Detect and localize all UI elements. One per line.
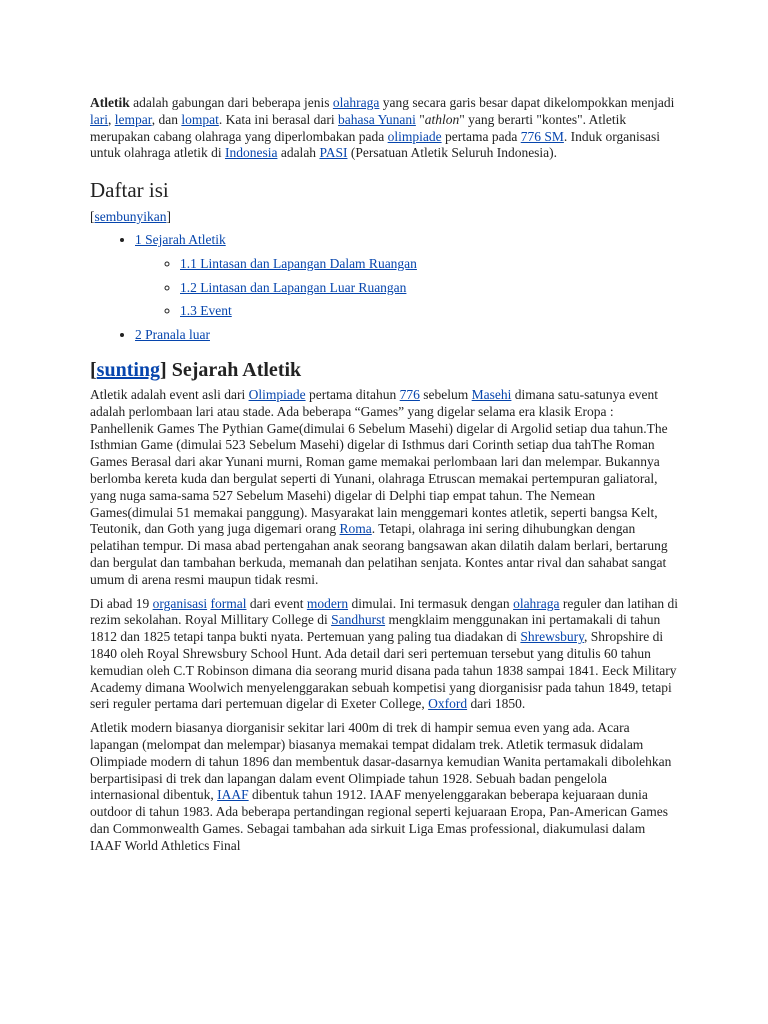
history-paragraph-2: [90, 596, 678, 714]
inline-link[interactable]: olahraga: [332, 95, 380, 110]
text-run: Di abad 19: [90, 595, 153, 611]
toc-toggle-close-bracket: ]: [166, 209, 171, 225]
text-run: dimana satu-satunya event adalah perlombaan lari atau stade. Ada beberapa “Games” yang digelar selama era klasik Eropa : Panhellenik Games The Pythian Game(dimulai 6 Sebelum Masehi) digelar di Argolid setiap dua tahun.The Isthmian Game (dimulai 523 Sebelum Masehi) digelar di Isthmus dari Corinth setiap dua tahThe Roman Games Berasal dari akar Yunani murni, Roman game memakai perlombaan lari dan melempar. Bukannya berlomba kereta kuda dan bergulat seperti di Yunani, olahraga Etruscan memakai pertempuran galiatoral, yang nuga sama-sama 527 Sebelum Masehi) digelar di Delphi tiap empat tahun. The Nemean Games(dimulai 51 memakai panggung). Masyarakat lain menggemari kontes atletik, seperti bangsa Kelt, Teutonik, dan Goth yang juga digemari orang: [90, 386, 668, 537]
toc-subitem: [180, 303, 678, 320]
inline-link[interactable]: Oxford: [428, 696, 468, 712]
text-run: . Induk organisasi untuk olahraga atletik di: [90, 128, 660, 161]
text-run: sebelum: [419, 386, 472, 402]
inline-link[interactable]: olimpiade: [387, 128, 442, 144]
toc-title: Daftar isi: [90, 178, 169, 203]
edit-close-bracket: ]: [160, 358, 167, 381]
toc-item: [135, 232, 678, 320]
inline-link[interactable]: formal: [210, 595, 247, 611]
inline-link[interactable]: Indonesia: [224, 145, 278, 161]
inline-link[interactable]: organisasi: [152, 595, 208, 611]
text-run: dimulai. Ini termasuk dengan: [348, 595, 514, 611]
toc-link-pranala-luar[interactable]: 2 Pranala luar: [135, 327, 210, 343]
inline-link[interactable]: bahasa Yunani: [338, 111, 416, 127]
text-run: , Shropshire di 1840 oleh Royal Shrewsbury School Hunt. Ada detail dari seri pertemuan tersebut yang ditulis 60 tahun kemudian oleh C.T Robinson dimana dia seorang murid disana pada tahun 1838 sampai 1841. Eeck Military Academy dimana Woolwich menyelenggarakan sebuah kompetisi yang diorganisisr pada tahun 1849, tetapi seri reguler pertama dari pertemuan digelar di Exeter College,: [90, 629, 677, 712]
inline-link[interactable]: IAAF: [217, 787, 249, 803]
inline-link[interactable]: modern: [306, 595, 349, 611]
inline-link[interactable]: Masehi: [471, 386, 512, 402]
text-run: ,: [108, 111, 115, 127]
inline-link[interactable]: olahraga: [513, 595, 560, 611]
text-run: dari 1850.: [467, 696, 526, 712]
section-heading: [90, 358, 678, 382]
text-run: mengklaim menggunakan ini pertamakali di tahun 1812 dan 1825 tetapi tanpa bukti nyata. Pertemuan yang paling tua diadakan di: [90, 612, 661, 645]
inline-link[interactable]: 776 SM: [520, 128, 564, 144]
inline-link[interactable]: Roma: [339, 521, 372, 537]
toc-list: [90, 232, 678, 344]
intro-paragraph: [90, 95, 678, 162]
edit-section-link[interactable]: sunting: [96, 358, 161, 381]
text-run: , dan: [151, 111, 182, 127]
text-run: reguler dan latihan di rezim sekolahan. Royal Millitary College di: [90, 595, 679, 628]
toc-link-lintasan-luar-ruangan[interactable]: 1.2 Lintasan dan Lapangan Luar Ruangan: [180, 279, 407, 295]
text-run: dari event: [246, 595, 307, 611]
section-title: Sejarah Atletik: [166, 358, 302, 381]
inline-link[interactable]: 776: [399, 386, 420, 402]
history-paragraph-1: [90, 387, 678, 589]
text-run: ": [415, 111, 425, 127]
toc-toggle: [90, 209, 678, 226]
text-run: . Kata ini berasal dari: [218, 111, 339, 127]
text-run: (Persatuan Atletik Seluruh Indonesia).: [347, 145, 558, 161]
toc-link-lintasan-dalam-ruangan[interactable]: 1.1 Lintasan dan Lapangan Dalam Ruangan: [180, 255, 417, 271]
inline-link[interactable]: lempar: [114, 111, 152, 127]
inline-link[interactable]: Sandhurst: [331, 612, 386, 628]
toc-link-event[interactable]: 1.3 Event: [180, 303, 232, 319]
toc-toggle-open-bracket: [: [90, 209, 95, 225]
text-run: " yang berarti "kontes". Atletik merupakan cabang olahraga yang diperlombakan pada: [90, 111, 627, 144]
text-run: Atletik modern biasanya diorganisir sekitar lari 400m di trek di hampir semua even yang ada. Acara lapangan (melompat dan melempar) biasanya memakai tempat didalam trek. Atletik termasuk didalam Olimpiade modern di tahun 1896 dan membentuk dasar-dasarnya kemudian Wanita pertamakali dibolehkan berpartisipasi di trek dan lapangan dalam event Olimpiade tahun 1928. Sebuah badan pengelola internasional dibentuk,: [90, 720, 672, 803]
article-content: [90, 95, 678, 861]
toc-sublist: [135, 256, 678, 320]
toc-link-sejarah-atletik[interactable]: 1 Sejarah Atletik: [135, 231, 226, 247]
history-paragraph-3: [90, 720, 678, 854]
italic-term: athlon: [424, 111, 460, 127]
text-run: pertama ditahun: [305, 386, 400, 402]
inline-link[interactable]: lari: [90, 111, 108, 127]
text-run: Atletik adalah event asli dari: [90, 386, 249, 402]
edit-open-bracket: [: [90, 358, 97, 381]
text-run: . Tetapi, olahraga ini sering dihubungkan dengan pelatihan tempur. Di masa abad pertengahan anak seorang bangsawan akan dilatih dalam berlari, bertarung dan bergulat dan tambahan berkuda, memanah dan pelatihan senjata. Kontes antar rival dan sahabat sangat umum di arena resmi maupun tidak resmi.: [90, 521, 668, 587]
bold-term: Atletik: [90, 95, 130, 110]
toc-hide-link[interactable]: sembunyikan: [94, 209, 167, 225]
inline-link[interactable]: Shrewsbury: [520, 629, 585, 645]
inline-link[interactable]: PASI: [319, 145, 348, 161]
text-run: adalah: [277, 145, 320, 161]
text-run: adalah gabungan dari beberapa jenis: [129, 95, 333, 110]
text-run: pertama pada: [441, 128, 521, 144]
toc-item: [135, 327, 678, 344]
toc-subitem: [180, 256, 678, 273]
inline-link[interactable]: lompat: [181, 111, 219, 127]
text-run: dibentuk tahun 1912. IAAF menyelenggarakan beberapa kejuaraan dunia outdoor di tahun 1983. Ada beberapa pertandingan regional seperti kejuaraan Eropa, Pan-American Games dan Commonwealth Games. Sebagai tambahan ada sirkuit Liga Emas professional, diakumulasi dalam IAAF World Athletics Final: [90, 787, 669, 853]
inline-link[interactable]: Olimpiade: [248, 386, 306, 402]
toc-subitem: [180, 280, 678, 297]
text-run: yang secara garis besar dapat dikelompokkan menjadi: [379, 95, 675, 110]
table-of-contents: [90, 178, 678, 344]
